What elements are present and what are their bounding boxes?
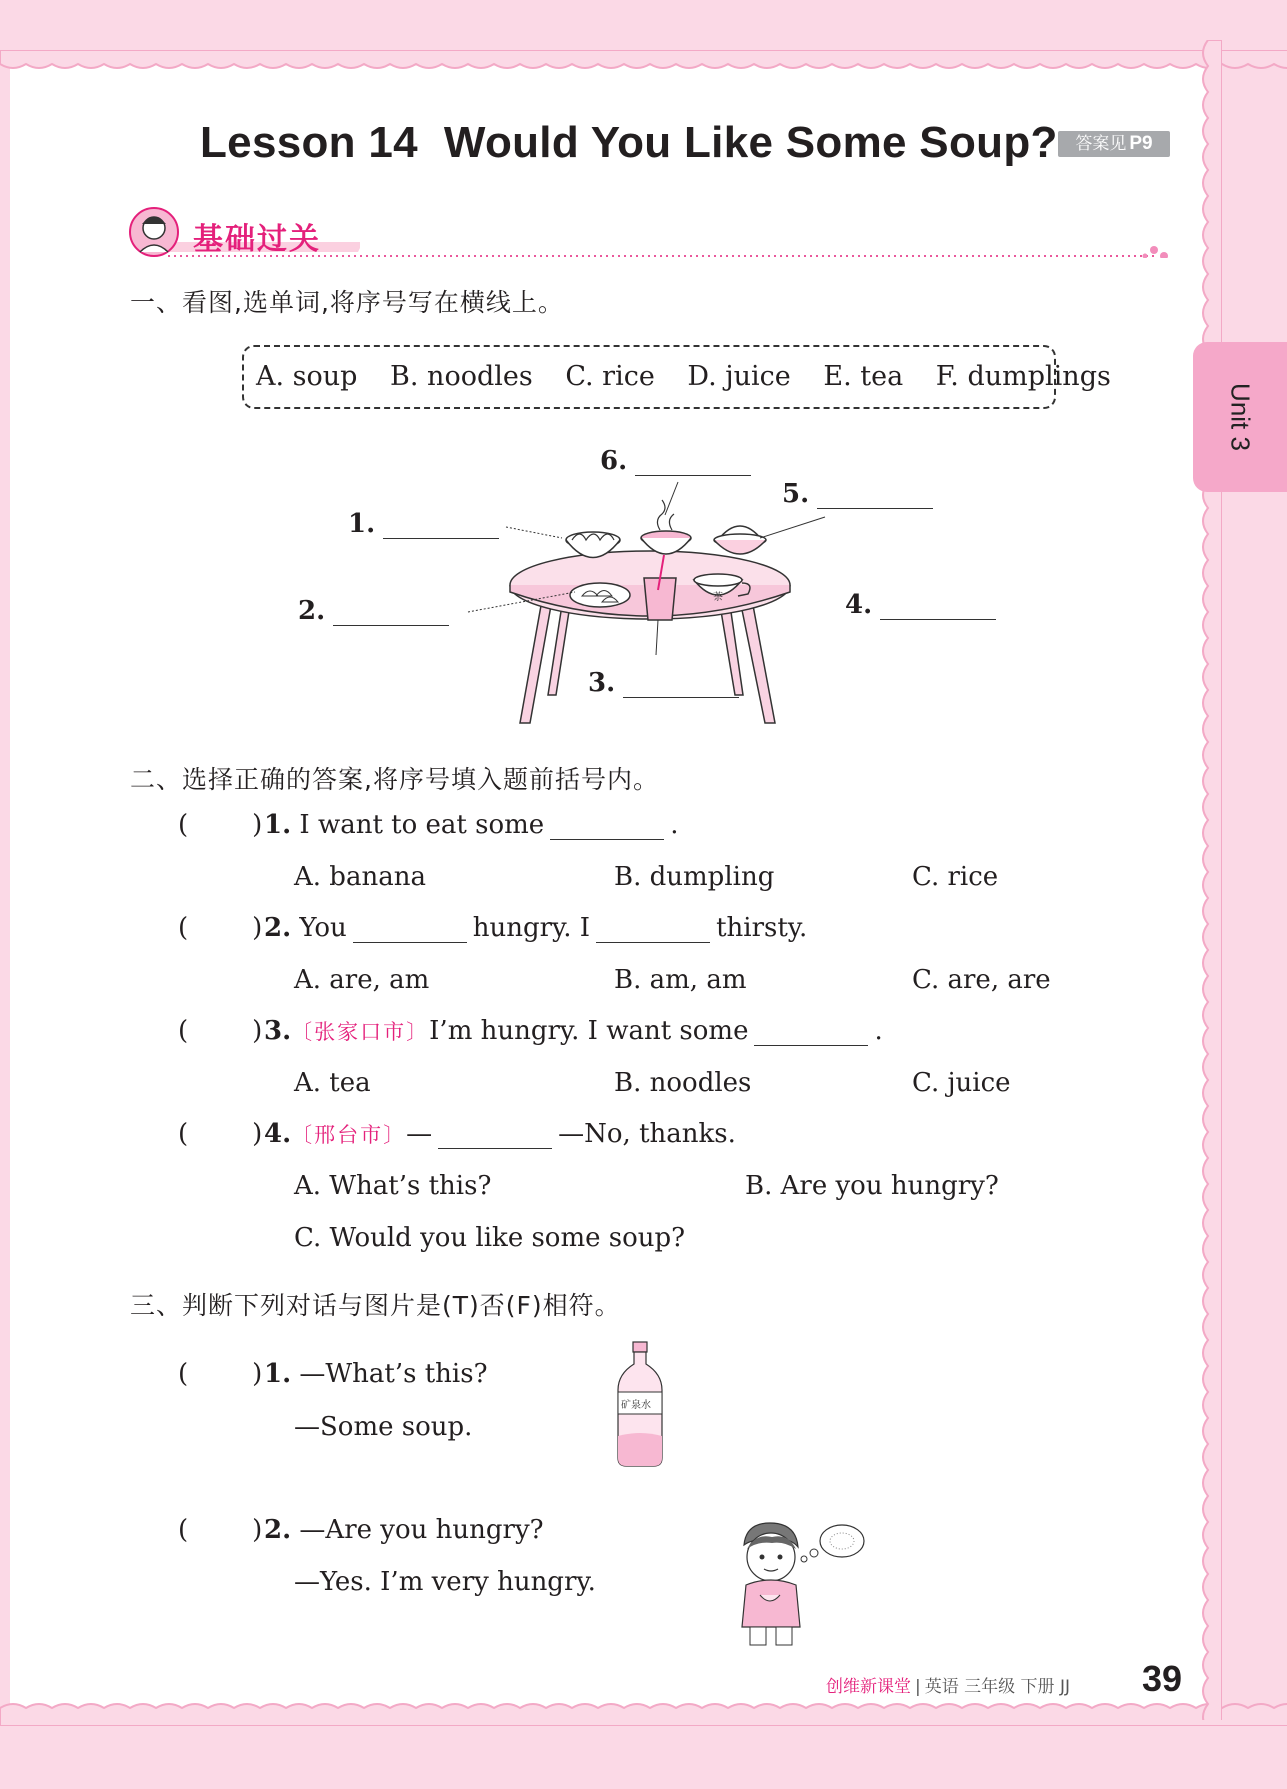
question-2-heading: 二、选择正确的答案,将序号填入题前括号内。 — [130, 765, 659, 794]
bottle-label: 矿泉水 — [621, 1400, 651, 1411]
q2-1-option-b: B. dumpling — [614, 862, 775, 892]
city-tag: 〔邢台市〕 — [291, 1123, 407, 1147]
picture-blank-1: 1. — [348, 509, 499, 539]
q2-1-option-c: C. rice — [912, 862, 999, 892]
fill-blank[interactable] — [550, 817, 664, 840]
right-wave-border — [1192, 40, 1222, 1720]
fill-blank[interactable] — [596, 920, 710, 943]
unit-label: Unit 3 — [1225, 383, 1256, 451]
q2-item-1: 1. I want to eat some . — [264, 810, 679, 840]
answer-blank-2[interactable] — [333, 603, 449, 626]
q2-1-option-a: A. banana — [294, 862, 426, 892]
q2-2-option-b: B. am, am — [614, 965, 747, 995]
answer-paren-2-4[interactable]: ( ) — [178, 1119, 263, 1149]
word-bank — [244, 361, 1111, 392]
q2-4-option-a: A. What’s this? — [294, 1171, 492, 1201]
top-wave-border — [0, 50, 1287, 84]
page-footer: 创维新课堂 | 英语 三年级 下册 JJ — [826, 1677, 1070, 1697]
q2-item-2: 2. You hungry. I thirsty. — [264, 913, 808, 943]
q3-item-2-line1: 2. —Are you hungry? — [264, 1515, 544, 1545]
answer-reference-badge: 答案见 P9 — [1058, 131, 1170, 157]
q2-3-option-c: C. juice — [912, 1068, 1011, 1098]
answer-paren-3-2[interactable]: ( ) — [178, 1515, 263, 1545]
footer-subject: 英语 — [924, 1677, 959, 1697]
page-number: 39 — [1142, 1658, 1183, 1699]
q2-3-option-a: A. tea — [294, 1068, 371, 1098]
section-title: 基础过关 — [193, 222, 321, 257]
water-bottle-picture — [610, 1340, 670, 1470]
q2-2-option-a: A. are, am — [294, 965, 430, 995]
footer-edition: JJ — [1059, 1677, 1070, 1697]
q2-item-3: 3.〔张家口市〕I’m hungry. I want some . — [264, 1016, 883, 1046]
tea-cup-label: 茶 — [713, 592, 723, 603]
question-1-heading: 一、看图,选单词,将序号写在横线上。 — [130, 288, 564, 317]
picture-blank-2: 2. — [298, 596, 449, 626]
answer-blank-1[interactable] — [383, 516, 499, 539]
answer-blank-4[interactable] — [880, 597, 996, 620]
word-bank-box — [242, 345, 1111, 409]
q2-4-option-c: C. Would you like some soup? — [294, 1223, 686, 1253]
fill-blank[interactable] — [754, 1023, 868, 1046]
q2-2-option-c: C. are, are — [912, 965, 1051, 995]
unit-side-tab — [1193, 342, 1287, 492]
answer-blank-5[interactable] — [817, 486, 933, 509]
city-tag: 〔张家口市〕 — [291, 1020, 430, 1044]
word-option-e: E. tea — [823, 361, 904, 392]
section-header — [128, 208, 1168, 258]
fill-blank[interactable] — [353, 920, 467, 943]
lesson-number: Lesson 14 — [200, 118, 418, 167]
fill-blank[interactable] — [438, 1126, 552, 1149]
question-3-heading: 三、判断下列对话与图片是(T)否(F)相符。 — [130, 1291, 621, 1320]
q2-3-option-b: B. noodles — [614, 1068, 752, 1098]
picture-blank-6: 6. — [600, 446, 751, 476]
answer-blank-6[interactable] — [635, 453, 751, 476]
lesson-title — [200, 118, 1058, 168]
word-option-b: B. noodles — [390, 361, 533, 392]
q2-4-option-b: B. Are you hungry? — [745, 1171, 999, 1201]
word-option-d: D. juice — [687, 361, 791, 392]
word-option-f: F. dumplings — [935, 361, 1111, 392]
bottom-wave-border — [0, 1692, 1287, 1726]
answer-blank-3[interactable] — [623, 675, 739, 698]
teacher-avatar-icon — [128, 204, 184, 260]
word-option-a: A. soup — [256, 361, 358, 392]
q2-item-4: 4.〔邢台市〕— —No, thanks. — [264, 1119, 736, 1149]
footer-term: 下册 — [1020, 1677, 1055, 1697]
picture-blank-5: 5. — [782, 479, 933, 509]
footer-grade: 三年级 — [964, 1677, 1016, 1697]
boy-thinking-picture — [720, 1515, 870, 1650]
footer-brand: 创维新课堂 — [826, 1677, 911, 1697]
answer-paren-2-2[interactable]: ( ) — [178, 913, 263, 943]
picture-blank-4: 4. — [845, 590, 996, 620]
q3-item-1-line2: —Some soup. — [294, 1412, 473, 1442]
answer-paren-2-1[interactable]: ( ) — [178, 810, 263, 840]
lesson-name: Would You Like Some Soup? — [443, 118, 1058, 167]
answer-paren-2-3[interactable]: ( ) — [178, 1016, 263, 1046]
picture-blank-3: 3. — [588, 668, 739, 698]
answer-paren-3-1[interactable]: ( ) — [178, 1359, 263, 1389]
q3-item-2-line2: —Yes. I’m very hungry. — [294, 1567, 596, 1597]
q3-item-1-line1: 1. —What’s this? — [264, 1359, 488, 1389]
word-option-c: C. rice — [565, 361, 655, 392]
